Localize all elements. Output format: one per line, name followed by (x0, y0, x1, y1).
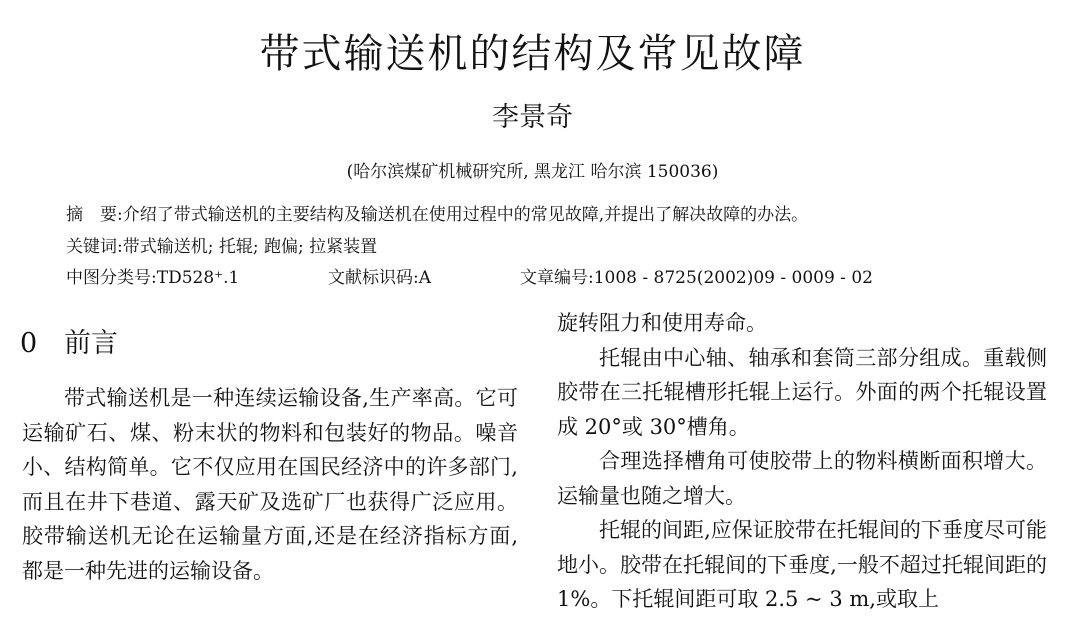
left-column (22, 381, 518, 588)
body-paragraph: 托辊由中心轴、轴承和套筒三部分组成。重载侧胶带在三托辊槽形托辊上运行。外面的两个托辊设置成 20°或 30°槽角。 (557, 345, 1047, 439)
section-title: 前言 (64, 328, 118, 359)
body-paragraph: 托辊的间距,应保证胶带在托辊间的下垂度尽可能地小。胶带在托辊间的下垂度,一般不超过托辊间距的 1%。下托辊间距可取 2.5 ~ 3 m,或取上 (557, 518, 1047, 611)
author-name: 李景奇 (492, 102, 573, 133)
keywords-text: 带式输送机; 托辊; 跑偏; 拉紧装置 (122, 237, 378, 257)
right-column (557, 306, 1047, 617)
body-paragraph: 带式输送机是一种连续运输设备,生产率高。它可运输矿石、煤、粉末状的物料和包装好的物品。噪音小、结构简单。它不仅应用在国民经济中的许多部门,而且在井下巷道、露天矿及选矿厂也获得广泛应用。胶带输送机无论在运输量方面,还是在经济指标方面,都是一种先进的运输设备。 (22, 386, 518, 583)
body-paragraph: 合理选择槽角可使胶带上的物料横断面积增大。运输量也随之增大。 (557, 449, 1047, 508)
clc-number: 中图分类号:TD528⁺.1 (66, 268, 240, 288)
document-code: 文献标识码:A (328, 268, 432, 288)
section-number: 0 (20, 328, 38, 359)
paper-title: 带式输送机的结构及常见故障 (259, 31, 806, 77)
body-paragraph: 旋转阻力和使用寿命。 (557, 311, 767, 335)
section-heading (20, 326, 118, 362)
keywords-label: 关键词: (66, 237, 123, 257)
author-affiliation: (哈尔滨煤矿机械研究所, 黑龙江 哈尔滨 150036) (346, 162, 719, 182)
abstract-label: 摘 要: (66, 205, 123, 225)
abstract (66, 203, 808, 227)
abstract-text: 介绍了带式输送机的主要结构及输送机在使用过程中的常见故障,并提出了解决故障的办法。 (122, 205, 809, 225)
article-number: 文章编号:1008 - 8725(2002)09 - 0009 - 02 (520, 268, 873, 288)
keywords (66, 235, 377, 259)
